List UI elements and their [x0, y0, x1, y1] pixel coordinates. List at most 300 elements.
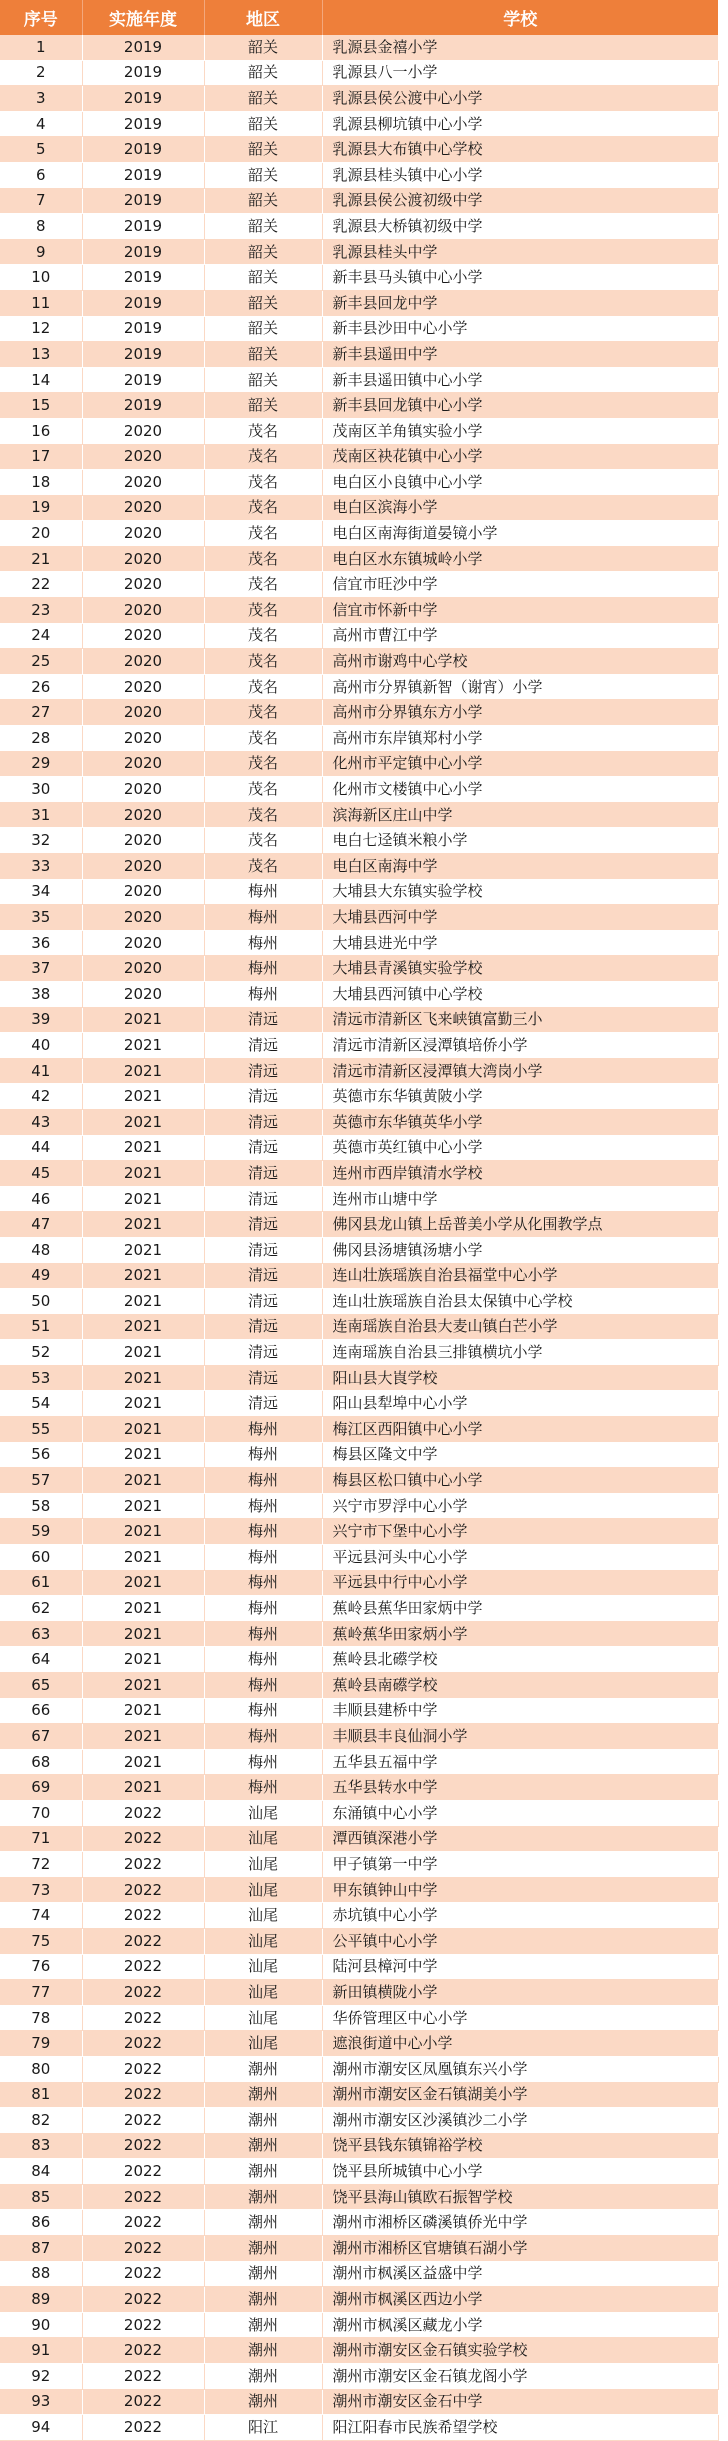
cell-index: 50 — [0, 1289, 82, 1315]
cell-index: 87 — [0, 2236, 82, 2262]
cell-index: 93 — [0, 2389, 82, 2415]
table-row — [0, 802, 718, 828]
cell-year: 2020 — [82, 751, 204, 777]
cell-index: 55 — [0, 1417, 82, 1443]
cell-school: 平远县河头中心小学 — [322, 1545, 718, 1571]
cell-index: 59 — [0, 1519, 82, 1545]
cell-index: 27 — [0, 700, 82, 726]
table-row — [0, 572, 718, 598]
cell-region: 韶关 — [204, 111, 322, 137]
cell-region: 韶关 — [204, 290, 322, 316]
table-row — [0, 1109, 718, 1135]
table-row — [0, 316, 718, 342]
cell-index: 39 — [0, 1007, 82, 1033]
cell-region: 梅州 — [204, 1468, 322, 1494]
cell-region: 韶关 — [204, 316, 322, 342]
cell-year: 2020 — [82, 572, 204, 598]
cell-school: 华侨管理区中心小学 — [322, 2005, 718, 2031]
table-row — [0, 162, 718, 188]
cell-index: 83 — [0, 2133, 82, 2159]
cell-region: 茂名 — [204, 418, 322, 444]
table-row — [0, 418, 718, 444]
cell-year: 2019 — [82, 342, 204, 368]
cell-index: 86 — [0, 2210, 82, 2236]
cell-school: 连州市西岸镇清水学校 — [322, 1161, 718, 1187]
cell-year: 2022 — [82, 2338, 204, 2364]
cell-region: 梅州 — [204, 1621, 322, 1647]
table-row — [0, 1852, 718, 1878]
cell-index: 60 — [0, 1545, 82, 1571]
cell-index: 20 — [0, 521, 82, 547]
cell-school: 乳源县桂头镇中心小学 — [322, 162, 718, 188]
cell-region: 韶关 — [204, 265, 322, 291]
cell-school: 新丰县遥田镇中心小学 — [322, 367, 718, 393]
cell-region: 梅州 — [204, 930, 322, 956]
cell-school: 新丰县马头镇中心小学 — [322, 265, 718, 291]
cell-year: 2019 — [82, 35, 204, 60]
cell-region: 汕尾 — [204, 1800, 322, 1826]
cell-year: 2022 — [82, 1852, 204, 1878]
cell-year: 2020 — [82, 674, 204, 700]
cell-index: 42 — [0, 1084, 82, 1110]
cell-index: 19 — [0, 495, 82, 521]
cell-index: 53 — [0, 1365, 82, 1391]
cell-index: 71 — [0, 1826, 82, 1852]
cell-year: 2022 — [82, 2159, 204, 2185]
cell-region: 韶关 — [204, 35, 322, 60]
cell-year: 2021 — [82, 1442, 204, 1468]
cell-year: 2022 — [82, 2236, 204, 2262]
cell-school: 潮州市潮安区金石中学 — [322, 2389, 718, 2415]
cell-school: 连南瑶族自治县三排镇横坑小学 — [322, 1340, 718, 1366]
cell-region: 茂名 — [204, 470, 322, 496]
cell-year: 2022 — [82, 1928, 204, 1954]
table-row — [0, 1596, 718, 1622]
cell-school: 信宜市怀新中学 — [322, 598, 718, 624]
cell-region: 潮州 — [204, 2056, 322, 2082]
table-row — [0, 1621, 718, 1647]
cell-school: 甲子镇第一中学 — [322, 1852, 718, 1878]
cell-year: 2022 — [82, 1877, 204, 1903]
cell-index: 58 — [0, 1493, 82, 1519]
table-row — [0, 649, 718, 675]
cell-year: 2021 — [82, 1365, 204, 1391]
cell-region: 茂名 — [204, 444, 322, 470]
table-row — [0, 1826, 718, 1852]
cell-school: 乳源县大桥镇初级中学 — [322, 214, 718, 240]
cell-region: 茂名 — [204, 777, 322, 803]
cell-region: 清远 — [204, 1161, 322, 1187]
cell-school: 五华县五福中学 — [322, 1749, 718, 1775]
cell-year: 2021 — [82, 1391, 204, 1417]
cell-index: 64 — [0, 1647, 82, 1673]
cell-year: 2021 — [82, 1493, 204, 1519]
table-row — [0, 1212, 718, 1238]
table-row — [0, 2005, 718, 2031]
cell-school: 乳源县金禧小学 — [322, 35, 718, 60]
cell-index: 77 — [0, 1980, 82, 2006]
cell-year: 2019 — [82, 86, 204, 112]
cell-region: 韶关 — [204, 393, 322, 419]
cell-region: 茂名 — [204, 521, 322, 547]
cell-school: 乳源县大布镇中心学校 — [322, 137, 718, 163]
table-row — [0, 239, 718, 265]
cell-year: 2022 — [82, 2056, 204, 2082]
table-row — [0, 854, 718, 880]
cell-index: 49 — [0, 1263, 82, 1289]
cell-region: 梅州 — [204, 905, 322, 931]
cell-year: 2021 — [82, 1340, 204, 1366]
table-row — [0, 1365, 718, 1391]
cell-year: 2022 — [82, 1903, 204, 1929]
cell-index: 94 — [0, 2415, 82, 2441]
cell-region: 汕尾 — [204, 1954, 322, 1980]
cell-school: 潮州市潮安区沙溪镇沙二小学 — [322, 2108, 718, 2134]
cell-region: 茂名 — [204, 828, 322, 854]
table-row — [0, 2389, 718, 2415]
table-row — [0, 495, 718, 521]
cell-region: 潮州 — [204, 2159, 322, 2185]
cell-region: 清远 — [204, 1033, 322, 1059]
table-row — [0, 956, 718, 982]
header-year: 实施年度 — [82, 0, 204, 35]
cell-school: 新田镇横陇小学 — [322, 1980, 718, 2006]
cell-index: 22 — [0, 572, 82, 598]
cell-school: 乳源县柳坑镇中心小学 — [322, 111, 718, 137]
table-row — [0, 1698, 718, 1724]
cell-year: 2019 — [82, 290, 204, 316]
cell-year: 2021 — [82, 1314, 204, 1340]
table-row — [0, 1263, 718, 1289]
cell-school: 五华县转水中学 — [322, 1775, 718, 1801]
cell-school: 佛冈县龙山镇上岳普美小学从化围教学点 — [322, 1212, 718, 1238]
cell-region: 潮州 — [204, 2389, 322, 2415]
cell-index: 21 — [0, 546, 82, 572]
table-body — [0, 35, 718, 2440]
cell-index: 30 — [0, 777, 82, 803]
table-row — [0, 930, 718, 956]
cell-school: 连州市山塘中学 — [322, 1186, 718, 1212]
cell-school: 梅县区松口镇中心小学 — [322, 1468, 718, 1494]
table-row — [0, 2056, 718, 2082]
cell-school: 赤坑镇中心小学 — [322, 1903, 718, 1929]
table-row — [0, 188, 718, 214]
cell-region: 清远 — [204, 1340, 322, 1366]
cell-index: 33 — [0, 854, 82, 880]
cell-year: 2020 — [82, 854, 204, 880]
table-header — [0, 0, 718, 35]
table-row — [0, 1161, 718, 1187]
cell-year: 2021 — [82, 1263, 204, 1289]
table-row — [0, 1724, 718, 1750]
cell-school: 甲东镇钟山中学 — [322, 1877, 718, 1903]
cell-school: 梅县区隆文中学 — [322, 1442, 718, 1468]
cell-school: 乳源县八一小学 — [322, 60, 718, 86]
table-row — [0, 1545, 718, 1571]
table-row — [0, 342, 718, 368]
cell-year: 2022 — [82, 1800, 204, 1826]
cell-index: 15 — [0, 393, 82, 419]
cell-school: 电白区水东镇城岭小学 — [322, 546, 718, 572]
cell-index: 92 — [0, 2364, 82, 2390]
cell-school: 蕉岭县南礤学校 — [322, 1673, 718, 1699]
cell-school: 陆河县樟河中学 — [322, 1954, 718, 1980]
cell-index: 85 — [0, 2184, 82, 2210]
cell-school: 化州市文楼镇中心小学 — [322, 777, 718, 803]
cell-index: 82 — [0, 2108, 82, 2134]
cell-year: 2020 — [82, 546, 204, 572]
cell-index: 38 — [0, 981, 82, 1007]
table-row — [0, 2338, 718, 2364]
cell-year: 2021 — [82, 1237, 204, 1263]
table-row — [0, 674, 718, 700]
cell-region: 茂名 — [204, 674, 322, 700]
cell-index: 31 — [0, 802, 82, 828]
cell-region: 梅州 — [204, 1417, 322, 1443]
cell-year: 2022 — [82, 2184, 204, 2210]
cell-index: 28 — [0, 726, 82, 752]
cell-year: 2022 — [82, 2287, 204, 2313]
cell-region: 韶关 — [204, 162, 322, 188]
table-row — [0, 1084, 718, 1110]
table-row — [0, 1289, 718, 1315]
cell-school: 连南瑶族自治县大麦山镇白芒小学 — [322, 1314, 718, 1340]
cell-region: 梅州 — [204, 981, 322, 1007]
cell-school: 兴宁市下堡中心小学 — [322, 1519, 718, 1545]
cell-region: 茂名 — [204, 854, 322, 880]
cell-year: 2022 — [82, 2082, 204, 2108]
cell-index: 18 — [0, 470, 82, 496]
cell-school: 蕉岭蕉华田家炳小学 — [322, 1621, 718, 1647]
cell-region: 梅州 — [204, 1442, 322, 1468]
cell-year: 2020 — [82, 930, 204, 956]
table-row — [0, 2159, 718, 2185]
cell-region: 韶关 — [204, 342, 322, 368]
cell-index: 74 — [0, 1903, 82, 1929]
table-row — [0, 1007, 718, 1033]
cell-region: 潮州 — [204, 2210, 322, 2236]
cell-region: 梅州 — [204, 1775, 322, 1801]
header-index: 序号 — [0, 0, 82, 35]
cell-region: 清远 — [204, 1289, 322, 1315]
table-row — [0, 1877, 718, 1903]
cell-region: 韶关 — [204, 214, 322, 240]
table-row — [0, 905, 718, 931]
cell-year: 2021 — [82, 1673, 204, 1699]
cell-region: 潮州 — [204, 2261, 322, 2287]
cell-region: 茂名 — [204, 623, 322, 649]
cell-school: 茂南区袂花镇中心小学 — [322, 444, 718, 470]
cell-index: 68 — [0, 1749, 82, 1775]
table-row — [0, 470, 718, 496]
cell-index: 72 — [0, 1852, 82, 1878]
cell-school: 清远市清新区飞来峡镇富勤三小 — [322, 1007, 718, 1033]
cell-index: 73 — [0, 1877, 82, 1903]
cell-index: 84 — [0, 2159, 82, 2185]
cell-region: 梅州 — [204, 1698, 322, 1724]
cell-region: 汕尾 — [204, 1826, 322, 1852]
cell-school: 潭西镇深港小学 — [322, 1826, 718, 1852]
table-row — [0, 1673, 718, 1699]
cell-index: 57 — [0, 1468, 82, 1494]
table-row — [0, 1340, 718, 1366]
cell-year: 2019 — [82, 111, 204, 137]
cell-year: 2022 — [82, 2389, 204, 2415]
cell-year: 2021 — [82, 1135, 204, 1161]
cell-index: 62 — [0, 1596, 82, 1622]
table-row — [0, 726, 718, 752]
table-row — [0, 1903, 718, 1929]
cell-index: 23 — [0, 598, 82, 624]
cell-school: 大埔县大东镇实验学校 — [322, 879, 718, 905]
cell-school: 新丰县回龙镇中心小学 — [322, 393, 718, 419]
cell-year: 2020 — [82, 726, 204, 752]
cell-year: 2022 — [82, 2312, 204, 2338]
cell-year: 2022 — [82, 2415, 204, 2441]
header-school: 学校 — [322, 0, 718, 35]
cell-school: 电白区南海街道晏镜小学 — [322, 521, 718, 547]
table-row — [0, 2287, 718, 2313]
cell-school: 英德市英红镇中心小学 — [322, 1135, 718, 1161]
cell-region: 茂名 — [204, 802, 322, 828]
cell-school: 乳源县侯公渡初级中学 — [322, 188, 718, 214]
cell-index: 45 — [0, 1161, 82, 1187]
cell-index: 32 — [0, 828, 82, 854]
table-row — [0, 1237, 718, 1263]
cell-region: 清远 — [204, 1391, 322, 1417]
cell-school: 饶平县钱东镇锦裕学校 — [322, 2133, 718, 2159]
cell-region: 潮州 — [204, 2133, 322, 2159]
cell-school: 兴宁市罗浮中心小学 — [322, 1493, 718, 1519]
cell-region: 清远 — [204, 1237, 322, 1263]
cell-year: 2020 — [82, 495, 204, 521]
cell-year: 2020 — [82, 905, 204, 931]
cell-index: 63 — [0, 1621, 82, 1647]
table-row — [0, 1954, 718, 1980]
cell-region: 潮州 — [204, 2312, 322, 2338]
cell-year: 2021 — [82, 1749, 204, 1775]
cell-school: 潮州市潮安区金石镇龙阁小学 — [322, 2364, 718, 2390]
cell-school: 阳山县大崀学校 — [322, 1365, 718, 1391]
cell-index: 79 — [0, 2031, 82, 2057]
cell-region: 韶关 — [204, 239, 322, 265]
cell-index: 13 — [0, 342, 82, 368]
cell-index: 4 — [0, 111, 82, 137]
table-row — [0, 1980, 718, 2006]
cell-index: 14 — [0, 367, 82, 393]
cell-year: 2021 — [82, 1596, 204, 1622]
cell-region: 茂名 — [204, 495, 322, 521]
cell-region: 潮州 — [204, 2082, 322, 2108]
cell-school: 佛冈县汤塘镇汤塘小学 — [322, 1237, 718, 1263]
cell-index: 76 — [0, 1954, 82, 1980]
cell-region: 韶关 — [204, 188, 322, 214]
table-row — [0, 111, 718, 137]
cell-index: 12 — [0, 316, 82, 342]
cell-year: 2021 — [82, 1570, 204, 1596]
cell-year: 2021 — [82, 1698, 204, 1724]
table-row — [0, 1749, 718, 1775]
cell-year: 2019 — [82, 60, 204, 86]
cell-region: 梅州 — [204, 1673, 322, 1699]
cell-school: 潮州市枫溪区藏龙小学 — [322, 2312, 718, 2338]
cell-school: 新丰县回龙中学 — [322, 290, 718, 316]
cell-index: 52 — [0, 1340, 82, 1366]
cell-school: 滨海新区庄山中学 — [322, 802, 718, 828]
table-row — [0, 751, 718, 777]
cell-region: 茂名 — [204, 726, 322, 752]
header-region: 地区 — [204, 0, 322, 35]
cell-region: 清远 — [204, 1109, 322, 1135]
cell-school: 潮州市枫溪区西边小学 — [322, 2287, 718, 2313]
table-row — [0, 2108, 718, 2134]
table-row — [0, 214, 718, 240]
cell-index: 9 — [0, 239, 82, 265]
table-row — [0, 1647, 718, 1673]
cell-year: 2021 — [82, 1109, 204, 1135]
cell-school: 大埔县西河中学 — [322, 905, 718, 931]
table-row — [0, 1391, 718, 1417]
cell-region: 茂名 — [204, 751, 322, 777]
cell-region: 清远 — [204, 1212, 322, 1238]
cell-index: 35 — [0, 905, 82, 931]
cell-index: 5 — [0, 137, 82, 163]
cell-year: 2021 — [82, 1058, 204, 1084]
table-row — [0, 598, 718, 624]
cell-school: 潮州市潮安区金石镇实验学校 — [322, 2338, 718, 2364]
cell-year: 2020 — [82, 777, 204, 803]
table-row — [0, 2210, 718, 2236]
table-row — [0, 2312, 718, 2338]
cell-region: 梅州 — [204, 1519, 322, 1545]
cell-index: 81 — [0, 2082, 82, 2108]
cell-index: 40 — [0, 1033, 82, 1059]
table-row — [0, 290, 718, 316]
cell-school: 清远市清新区浸潭镇大湾岗小学 — [322, 1058, 718, 1084]
cell-year: 2021 — [82, 1033, 204, 1059]
cell-region: 梅州 — [204, 1724, 322, 1750]
table-row — [0, 2415, 718, 2441]
cell-school: 平远县中行中心小学 — [322, 1570, 718, 1596]
cell-school: 潮州市潮安区金石镇湖美小学 — [322, 2082, 718, 2108]
cell-year: 2021 — [82, 1647, 204, 1673]
cell-region: 韶关 — [204, 137, 322, 163]
cell-school: 遮浪街道中心小学 — [322, 2031, 718, 2057]
cell-year: 2019 — [82, 367, 204, 393]
cell-region: 梅州 — [204, 1545, 322, 1571]
table-row — [0, 1570, 718, 1596]
header-row — [0, 0, 718, 35]
cell-year: 2022 — [82, 2210, 204, 2236]
cell-school: 东涌镇中心小学 — [322, 1800, 718, 1826]
cell-year: 2022 — [82, 2031, 204, 2057]
cell-index: 80 — [0, 2056, 82, 2082]
cell-year: 2020 — [82, 521, 204, 547]
cell-region: 梅州 — [204, 1749, 322, 1775]
cell-school: 电白七迳镇米粮小学 — [322, 828, 718, 854]
cell-region: 茂名 — [204, 598, 322, 624]
cell-region: 潮州 — [204, 2287, 322, 2313]
cell-year: 2020 — [82, 956, 204, 982]
cell-school: 高州市分界镇新智（谢宵）小学 — [322, 674, 718, 700]
cell-region: 清远 — [204, 1314, 322, 1340]
cell-year: 2019 — [82, 265, 204, 291]
cell-index: 1 — [0, 35, 82, 60]
cell-year: 2021 — [82, 1084, 204, 1110]
cell-region: 梅州 — [204, 956, 322, 982]
cell-year: 2021 — [82, 1289, 204, 1315]
cell-region: 韶关 — [204, 60, 322, 86]
